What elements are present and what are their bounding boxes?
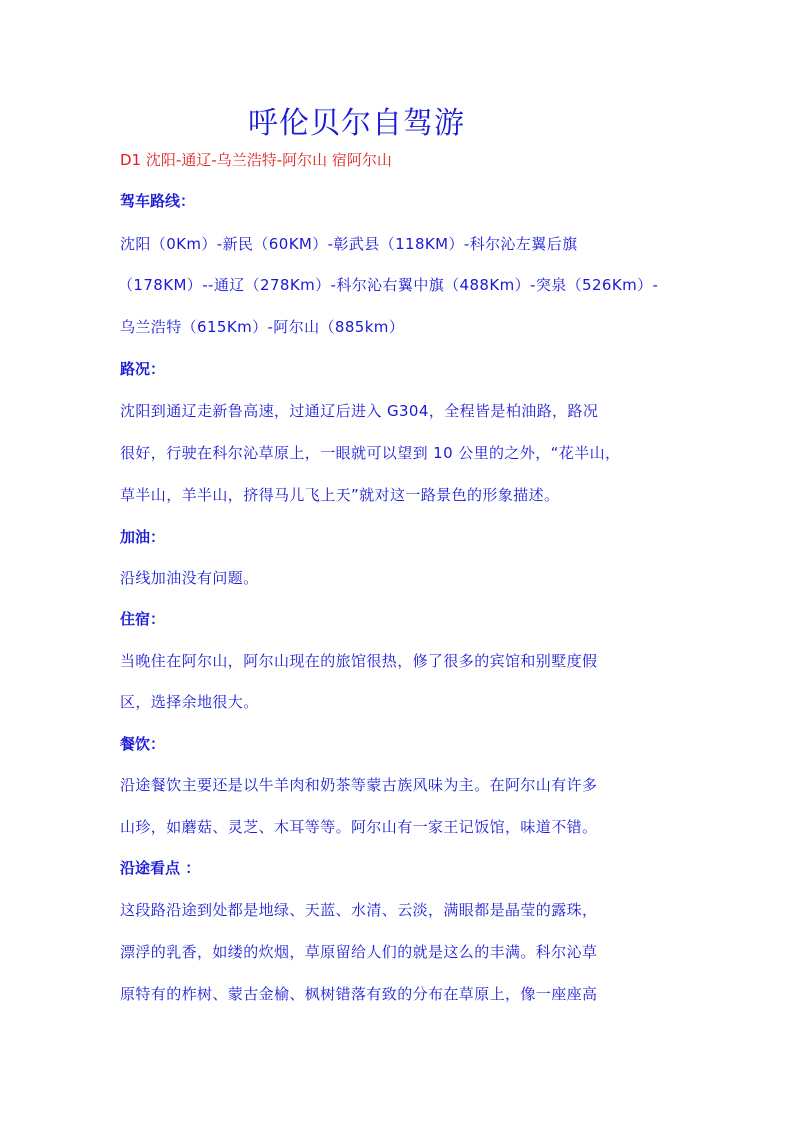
lodging-line: 当晚住在阿尔山，阿尔山现在的旅馆很热，修了很多的宾馆和别墅度假 (120, 652, 598, 670)
fuel-heading: 加油： (120, 528, 166, 546)
road-heading: 路况： (120, 360, 166, 378)
sights-heading: 沿途看点 ： (120, 859, 201, 877)
road-line: 沈阳到通辽走新鲁高速，过通辽后进入 G304，全程皆是柏油路，路况 (120, 402, 599, 420)
fuel-line: 沿线加油没有问题。 (120, 569, 259, 587)
route-line: 乌兰浩特（615Km）-阿尔山（885km） (120, 318, 405, 336)
sights-line: 漂浮的乳香，如缕的炊烟，草原留给人们的就是这么的丰满。科尔沁草 (120, 943, 598, 961)
food-line: 山珍，如蘑菇、灵芝、木耳等等。阿尔山有一家王记饭馆，味道不错。 (120, 818, 598, 836)
route-line: （178KM）--通辽（278Km）-科尔沁右翼中旗（488Km）-突泉（526Km）- (118, 276, 659, 294)
sights-line: 这段路沿途到处都是地绿、天蓝、水清、云淡，满眼都是晶莹的露珠， (120, 901, 598, 919)
lodging-heading: 住宿： (120, 610, 166, 628)
food-heading: 餐饮： (120, 735, 166, 753)
road-line: 草半山，羊半山，挤得马儿飞上天”就对这一路景色的形象描述。 (120, 486, 560, 504)
day-itinerary-subtitle: D1 沈阳-通辽-乌兰浩特-阿尔山 宿阿尔山 (120, 151, 392, 169)
route-line: 沈阳（0Km）-新民（60KM）-彰武县（118KM）-科尔沁左翼后旗 (120, 235, 578, 253)
lodging-line: 区，选择余地很大。 (120, 693, 259, 711)
sights-line: 原特有的柞树、蒙古金榆、枫树错落有致的分布在草原上，像一座座高 (120, 985, 598, 1003)
route-heading: 驾车路线： (120, 192, 196, 210)
road-line: 很好，行驶在科尔沁草原上，一眼就可以望到 10 公里的之外，“花半山， (120, 444, 621, 462)
food-line: 沿途餐饮主要还是以牛羊肉和奶茶等蒙古族风味为主。在阿尔山有许多 (120, 776, 598, 794)
doc-title: 呼伦贝尔自驾游 (248, 106, 465, 141)
